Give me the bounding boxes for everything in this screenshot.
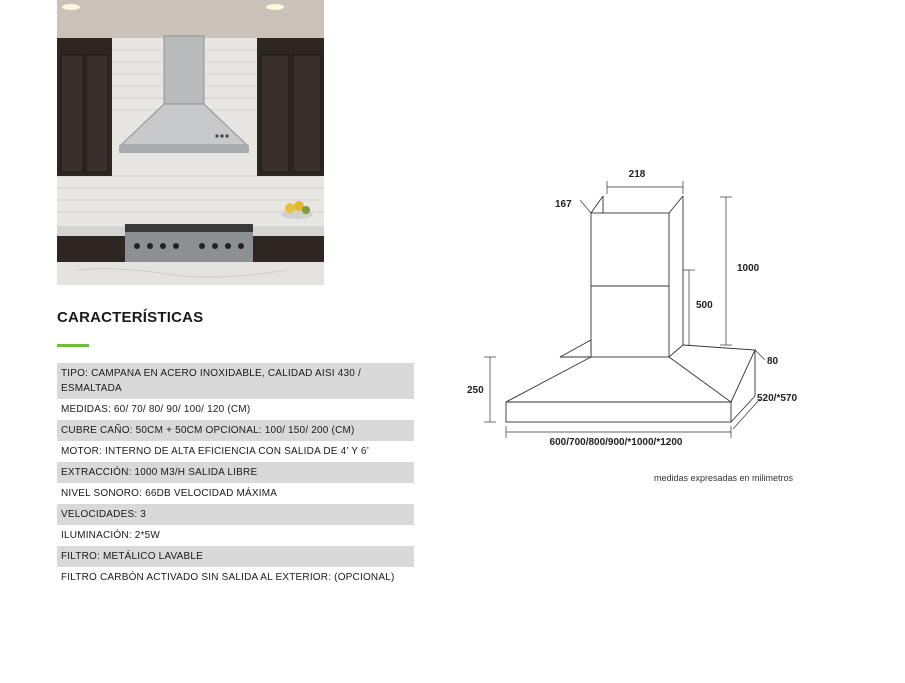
spec-row: VELOCIDADES: 3 xyxy=(57,504,414,525)
dim-side-lip: 80 xyxy=(767,356,779,367)
product-photo xyxy=(57,0,324,285)
dim-chimney-height: 500 xyxy=(696,300,713,311)
spec-table xyxy=(57,363,414,588)
spec-row: EXTRACCIÓN: 1000 M3/H SALIDA LIBRE xyxy=(57,462,414,483)
spec-row: CUBRE CAÑO: 50CM + 50CM OPCIONAL: 100/ 150/ 200 (CM) xyxy=(57,420,414,441)
spec-row: FILTRO CARBÓN ACTIVADO SIN SALIDA AL EXTERIOR: (OPCIONAL) xyxy=(57,567,414,588)
spec-row: MOTOR: INTERNO DE ALTA EFICIENCIA CON SALIDA DE 4’ Y 6’ xyxy=(57,441,414,462)
spec-row: NIVEL SONORO: 66DB VELOCIDAD MÁXIMA xyxy=(57,483,414,504)
dim-depth: 520/*570 xyxy=(757,393,798,404)
dim-top-width: 218 xyxy=(628,169,646,180)
spec-row: ILUMINACIÓN: 2*5W xyxy=(57,525,414,546)
section-heading: CARACTERÍSTICAS xyxy=(57,309,204,326)
dim-top-depth: 167 xyxy=(555,199,572,210)
units-note: medidas expresadas en milimetros xyxy=(654,473,794,483)
dim-hood-height: 250 xyxy=(467,385,484,396)
spec-row: TIPO: CAMPANA EN ACERO INOXIDABLE, CALIDAD AISI 430 / ESMALTADA xyxy=(57,363,414,399)
spec-row: FILTRO: METÁLICO LAVABLE xyxy=(57,546,414,567)
dim-width: 600/700/800/900/*1000/*1200 xyxy=(549,437,683,448)
dim-total-height: 1000 xyxy=(737,263,760,274)
dimension-diagram xyxy=(440,150,840,470)
accent-divider xyxy=(57,344,89,347)
spec-row: MEDIDAS: 60/ 70/ 80/ 90/ 100/ 120 (CM) xyxy=(57,399,414,420)
